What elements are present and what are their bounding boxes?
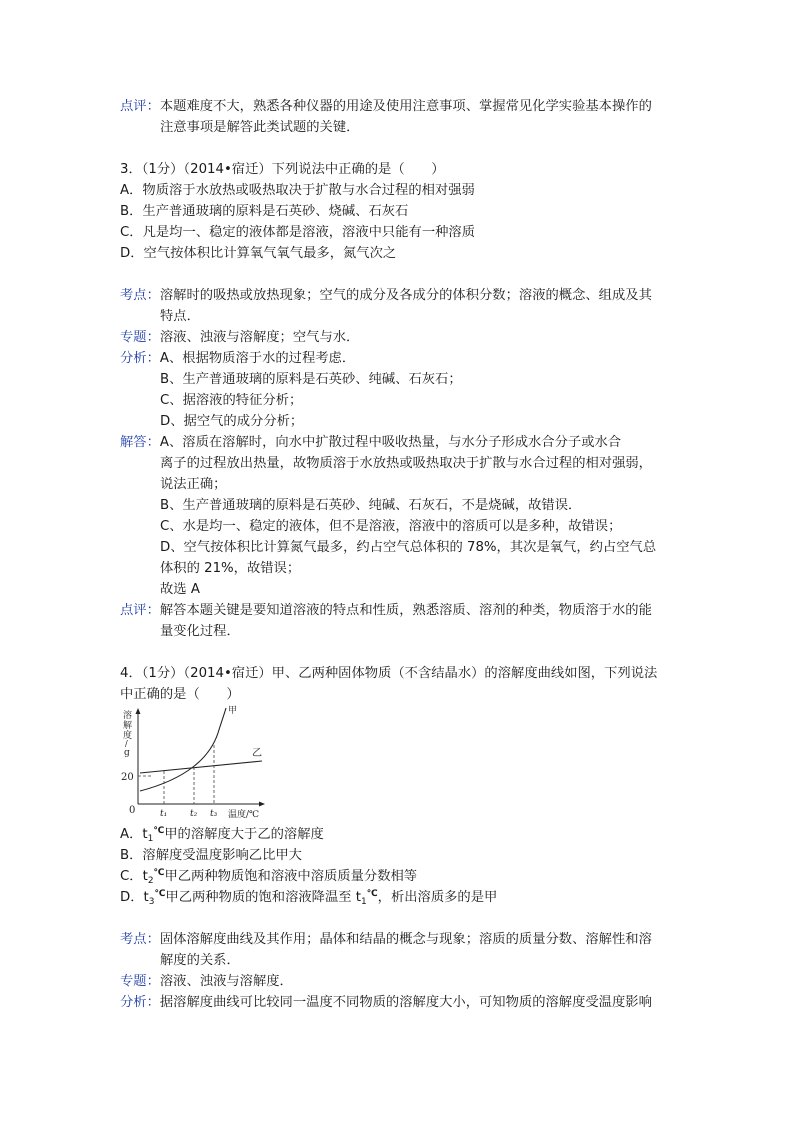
kaodian-tag: 考点： <box>120 288 160 303</box>
xlabel: 温度/℃ <box>228 810 260 820</box>
q3-option-a: A．物质溶于水放热或吸热取决于扩散与水合过程的相对强弱 <box>120 183 475 198</box>
ylabel-3: 度 <box>123 731 133 741</box>
q4-option-d: D．$t_3^℃$甲乙两种物质的饱和溶液降温至 $t_1^℃$，析出溶质多的是甲 <box>120 889 498 907</box>
origin-label: 0 <box>129 805 136 816</box>
q4-option-a: A．$t_1^℃$甲的溶解度大于乙的溶解度 <box>120 826 324 844</box>
q3-option-c: C．凡是均一、稳定的液体都是溶液，溶液中只能有一种溶质 <box>120 225 476 240</box>
q4-kaodian-2: 解度的关系． <box>160 953 240 968</box>
q3-fenxi-b: B、生产普通玻璃的原料是石英砂、纯碱、石灰石； <box>160 372 462 387</box>
q4-stem-1: 4．（1分）（2014•宿迁）甲、乙两种固体物质（不含结晶水）的溶解度曲线如图，下列说法 <box>120 666 658 681</box>
line-yi <box>140 761 262 773</box>
q3-jieda-7: 体积的 21%，故错误； <box>160 561 301 576</box>
q3-fenxi-c: C、据溶液的特征分析； <box>160 393 303 408</box>
q3-kaodian: 考点：溶解时的吸热或放热现象；空气的成分及各成分的体积分数；溶液的概念、组成及其 <box>120 288 652 303</box>
q3-fenxi: 分析：A、根据物质溶于水的过程考虑． <box>120 351 356 366</box>
label-yi: 乙 <box>252 748 262 759</box>
q3-jieda-4: B、生产普通玻璃的原料是石英砂、纯碱、石灰石，不是烧碱，故错误． <box>160 498 582 513</box>
tick-t2: t₂ <box>190 809 198 819</box>
x-axis-arrow-icon <box>259 802 265 807</box>
q3-jieda-2: 离子的过程放出热量，故物质溶于水放热或吸热取决于扩散与水合过程的相对强弱， <box>160 456 652 471</box>
ylabel-4: / <box>125 739 128 748</box>
q3-stem: 3．（1分）（2014•宿迁）下列说法中正确的是（ ） <box>120 162 445 177</box>
fenxi-tag: 分析： <box>120 995 160 1010</box>
zhuanti-tag: 专题： <box>120 974 160 989</box>
q3-jieda-5: C、水是均一、稳定的液体，但不是溶液，溶液中的溶质可以是多种，故错误； <box>160 519 622 534</box>
fenxi-tag: 分析： <box>120 351 160 366</box>
q4-kaodian: 考点：固体溶解度曲线及其作用；晶体和结晶的概念与现象；溶质的质量分数、溶解性和溶 <box>120 932 652 947</box>
q3-zhuanti: 专题：溶液、浊液与溶解度；空气与水． <box>120 330 360 345</box>
tick-t3: t₃ <box>210 809 218 819</box>
kaodian-tag: 考点： <box>120 932 160 947</box>
q3-option-d: D．空气按体积比计算氧气氧气最多，氮气次之 <box>120 246 397 261</box>
q4-fenxi: 分析：据溶解度曲线可比较同一温度不同物质的溶解度大小，可知物质的溶解度受温度影响 <box>120 995 652 1010</box>
q3-option-b: B．生产普通玻璃的原料是石英砂、烧碱、石灰石 <box>120 204 409 219</box>
dianping-tag: 点评： <box>120 603 160 618</box>
review-line-1: 点评：本题难度不大，熟悉各种仪器的用途及使用注意事项、掌握常见化学实验基本操作的 <box>120 99 652 114</box>
zhuanti-tag: 专题： <box>120 330 160 345</box>
q4-option-b: B．溶解度受温度影响乙比甲大 <box>120 848 302 863</box>
review-line-2: 注意事项是解答此类试题的关键． <box>160 120 360 135</box>
q3-jieda: 解答：A、溶质在溶解时，向水中扩散过程中吸收热量，与水分子形成水合分子或水合 <box>120 435 622 450</box>
q3-jieda-8: 故选 A <box>160 582 200 597</box>
ylabel-5: g <box>124 748 130 758</box>
label-jia: 甲 <box>228 706 238 716</box>
y-tick-20: 20 <box>121 772 134 783</box>
q4-option-c: C．$t_2^℃$甲乙两种物质饱和溶液中溶质质量分数相等 <box>120 868 418 886</box>
curve-jia <box>140 708 226 791</box>
q3-kaodian-2: 特点． <box>160 309 200 324</box>
q3-jieda-6: D、空气按体积比计算氮气最多，约占空气总体积的 78%，其次是氧气，约占空气总 <box>160 540 657 555</box>
q3-dianping-2: 量变化过程． <box>160 624 240 639</box>
q3-dianping: 点评：解答本题关键是要知道溶液的特点和性质，熟悉溶质、溶剂的种类，物质溶于水的能 <box>120 603 652 618</box>
ylabel-2: 解 <box>123 721 133 731</box>
ylabel-1: 溶 <box>123 711 133 721</box>
solubility-curve-figure <box>118 705 266 820</box>
q4-zhuanti: 专题：溶液、浊液与溶解度． <box>120 974 293 989</box>
q3-fenxi-d: D、据空气的成分分析； <box>160 414 304 429</box>
q4-stem-2: 中正确的是（ ） <box>120 687 240 702</box>
review-tag: 点评： <box>120 99 160 114</box>
tick-t1: t₁ <box>160 809 168 819</box>
y-axis-arrow-icon <box>136 708 141 714</box>
jieda-tag: 解答： <box>120 435 160 450</box>
q3-jieda-3: 说法正确； <box>160 477 227 492</box>
